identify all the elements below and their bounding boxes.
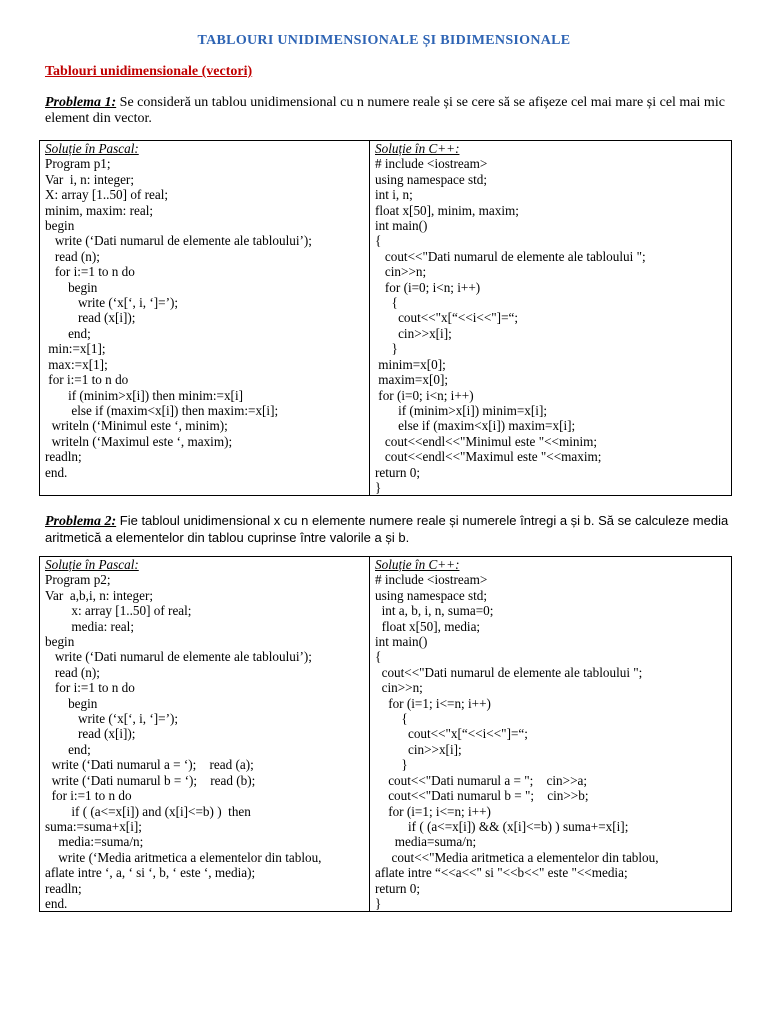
code-line: if (minim>x[i]) minim=x[i];	[375, 402, 548, 418]
code-line: x: array [1..50] of real;	[45, 603, 192, 619]
code-line: end.	[45, 895, 68, 911]
code-line: end;	[45, 741, 91, 757]
pascal-header: Soluție în Pascal:	[45, 557, 139, 572]
code-line: for i:=1 to n do	[45, 264, 135, 280]
code-line: cout<<"Dati numarul de elemente ale tabloului ";	[375, 248, 646, 264]
code-line: }	[375, 757, 408, 773]
section-heading: Tablouri unidimensionale (vectori)	[45, 64, 253, 79]
code-line: {	[375, 711, 408, 727]
code-line: end;	[45, 325, 91, 341]
code-line: if ( (a<=x[i]) && (x[i]<=b) ) suma+=x[i];	[375, 818, 629, 834]
code-line: write (‘x[‘, i, ‘]=’);	[45, 711, 179, 727]
code-line: }	[375, 895, 382, 911]
cpp-code-1	[375, 156, 731, 495]
code-line: readln;	[45, 449, 82, 465]
code-line: cout<<"Dati numarul de elemente ale tabloului ";	[375, 664, 643, 680]
code-line: cout<<"x[“<<i<<"]=“;	[375, 726, 528, 742]
pascal-solution-2	[40, 557, 370, 912]
pascal-code-1	[45, 156, 369, 480]
code-line: cout<<"Dati numarul a = "; cin>>a;	[375, 772, 588, 788]
problem-2-text: Fie tabloul unidimensional x cu n elemente numere reale și numerele întregi a și b. Să se calculeze media aritmetică a elementelor din tablou cuprinse între valorile a și b.	[45, 513, 729, 545]
code-line: cout<<"Media aritmetica a elementelor din tablou,	[375, 849, 659, 865]
code-line: read (n);	[45, 248, 100, 264]
code-line: writeln (‘Minimul este ‘, minim);	[45, 418, 228, 434]
code-line: begin	[45, 695, 98, 711]
code-line: for (i=1; i<=n; i++)	[375, 803, 491, 819]
code-line: int i, n;	[375, 187, 413, 203]
code-line: read (x[i]);	[45, 726, 136, 742]
code-line: write (‘Dati numarul de elemente ale tabloului’);	[45, 649, 312, 665]
code-line: minim=x[0];	[375, 356, 446, 372]
code-line: Program p2;	[45, 572, 111, 588]
code-line: for (i=0; i<n; i++)	[375, 387, 474, 403]
problem-1-label: Problema 1:	[45, 95, 117, 110]
code-line: cin>>n;	[375, 680, 423, 696]
code-line: float x[50], minim, maxim;	[375, 202, 519, 218]
code-line: min:=x[1];	[45, 341, 106, 357]
code-line: aflate intre ‘, a, ‘ si ‘, b, ‘ este ‘, media);	[45, 865, 256, 881]
code-line: else if (maxim<x[i]) maxim=x[i];	[375, 418, 576, 434]
pascal-solution-1	[40, 141, 370, 496]
solution-table-1	[39, 140, 732, 496]
pascal-code-2	[45, 572, 369, 911]
code-line: begin	[45, 634, 75, 650]
code-line: using namespace std;	[375, 171, 488, 187]
code-line: for i:=1 to n do	[45, 372, 129, 388]
code-line: float x[50], media;	[375, 618, 481, 634]
code-line: Var i, n: integer;	[45, 171, 134, 187]
code-line: }	[375, 479, 382, 495]
code-line: cin>>n;	[375, 264, 427, 280]
code-line: if (minim>x[i]) then minim:=x[i]	[45, 387, 244, 403]
code-line: begin	[45, 279, 98, 295]
cpp-code-2	[375, 572, 731, 911]
page-title: TABLOURI UNIDIMENSIONALE ȘI BIDIMENSIONALE	[197, 33, 571, 48]
cpp-solution-1	[370, 141, 732, 496]
code-line: read (x[i]);	[45, 310, 136, 326]
code-line: maxim=x[0];	[375, 372, 448, 388]
code-line: # include <iostream>	[375, 572, 488, 588]
code-line: return 0;	[375, 880, 421, 896]
code-line: readln;	[45, 880, 82, 896]
code-line: for (i=1; i<=n; i++)	[375, 695, 491, 711]
code-line: Var a,b,i, n: integer;	[45, 587, 154, 603]
code-line: for i:=1 to n do	[45, 788, 132, 804]
cpp-header: Soluție în C++:	[375, 141, 460, 156]
code-line: X: array [1..50] of real;	[45, 187, 169, 203]
code-line: max:=x[1];	[45, 356, 108, 372]
code-line: media=suma/n;	[375, 834, 477, 850]
problem-2-statement	[45, 513, 730, 547]
code-line: write (‘x[‘, i, ‘]=’);	[45, 295, 179, 311]
code-line: cout<<endl<<"Minimul este "<<minim;	[375, 433, 598, 449]
code-line: write (‘Media aritmetica a elementelor din tablou,	[45, 849, 322, 865]
code-line: write (‘Dati numarul a = ‘); read (a);	[45, 757, 254, 773]
code-line: Program p1;	[45, 156, 111, 172]
problem-1-statement	[45, 95, 730, 127]
code-line: cout<<"Dati numarul b = "; cin>>b;	[375, 788, 589, 804]
code-line: int main()	[375, 634, 428, 650]
code-line: for i:=1 to n do	[45, 680, 135, 696]
code-line: {	[375, 233, 382, 249]
code-line: begin	[45, 218, 75, 234]
code-line: write (‘Dati numarul de elemente ale tabloului’);	[45, 233, 312, 249]
code-line: {	[375, 295, 398, 311]
code-line: }	[375, 341, 398, 357]
code-line: for (i=0; i<n; i++)	[375, 279, 481, 295]
code-line: return 0;	[375, 464, 421, 480]
code-line: else if (maxim<x[i]) then maxim:=x[i];	[45, 402, 279, 418]
code-line: cout<<"x[“<<i<<"]=“;	[375, 310, 519, 326]
code-line: if ( (a<=x[i]) and (x[i]<=b) ) then	[45, 803, 251, 819]
code-line: cin>>x[i];	[375, 741, 462, 757]
code-line: cin>>x[i];	[375, 325, 452, 341]
code-line: int main()	[375, 218, 428, 234]
cpp-header: Soluție în C++:	[375, 557, 460, 572]
code-line: suma:=suma+x[i];	[45, 818, 142, 834]
problem-1-text: Se consideră un tablou unidimensional cu n numere reale și se cere să se afișeze cel mai mare și cel mai mic element din vector.	[45, 95, 725, 126]
code-line: media: real;	[45, 618, 134, 634]
code-line: int a, b, i, n, suma=0;	[375, 603, 494, 619]
code-line: cout<<endl<<"Maximul este "<<maxim;	[375, 449, 602, 465]
code-line: write (‘Dati numarul b = ‘); read (b);	[45, 772, 256, 788]
code-line: read (n);	[45, 664, 100, 680]
pascal-header: Soluție în Pascal:	[45, 141, 139, 156]
code-line: {	[375, 649, 382, 665]
code-line: aflate intre “<<a<<" si "<<b<<" este "<<media;	[375, 865, 628, 881]
code-line: media:=suma/n;	[45, 834, 144, 850]
code-line: writeln (‘Maximul este ‘, maxim);	[45, 433, 233, 449]
code-line: using namespace std;	[375, 587, 488, 603]
code-line: minim, maxim: real;	[45, 202, 154, 218]
cpp-solution-2	[370, 557, 732, 912]
problem-2-label: Problema 2:	[45, 514, 117, 529]
code-line: # include <iostream>	[375, 156, 488, 172]
solution-table-2	[39, 556, 732, 912]
code-line: end.	[45, 464, 68, 480]
